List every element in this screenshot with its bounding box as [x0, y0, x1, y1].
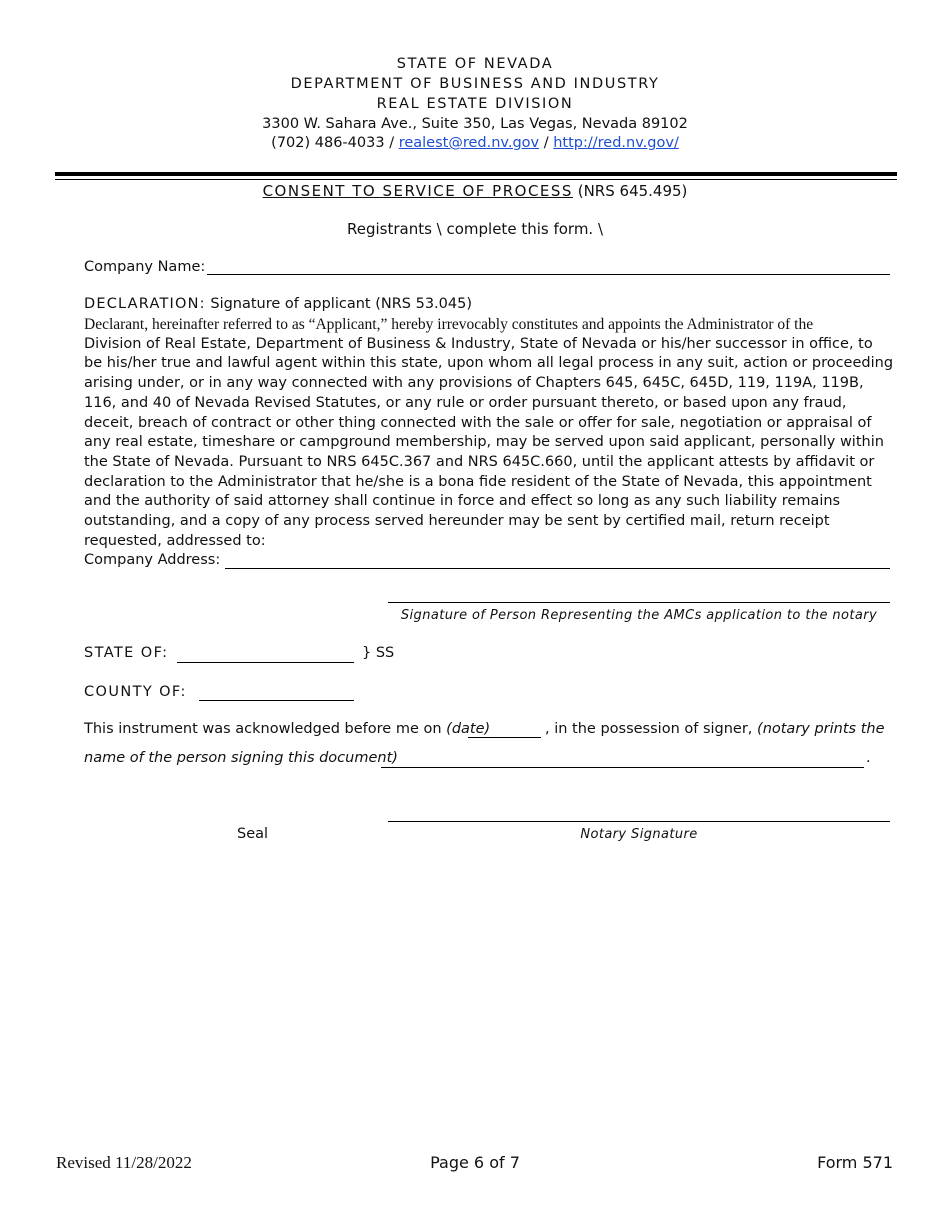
header-divider-thick [55, 172, 897, 176]
ack-text-cont: , in the possession of signer, [545, 721, 753, 737]
footer-page-number: Page 6 of 7 [430, 1153, 520, 1172]
signer-name-field[interactable] [381, 767, 864, 768]
declaration-lead: Declarant, hereinafter referred to as “Applicant,” hereby irrevocably constitutes and appoints the Administrator of the [84, 316, 814, 333]
signature-caption: Signature of Person Representing the AMCs application to the notary [400, 608, 878, 623]
state-field[interactable] [177, 662, 354, 663]
notary-signature-field[interactable] [388, 821, 890, 822]
contact-separator: / [543, 135, 549, 151]
seal-label: Seal [237, 826, 269, 842]
declaration-text [84, 315, 894, 551]
notary-signature-label: Notary Signature [580, 827, 698, 842]
date-hint: (date) [446, 721, 491, 737]
declaration-body: Division of Real Estate, Department of Business & Industry, State of Nevada or his/her successor in office, to be his/her true and lawful agent within this state, upon whom all legal process in any suit, action or proceeding arising under, or in any way connected with any provisions of Chapters 645, 645C, 645D, 119, 119A, 119B, 116, and 40 of Nevada Revised Statutes, or any rule or order pursuant thereto, or based upon any fraud, deceit, breach of contract or other thing connected with the sale or offer for sale, negotiation or appraisal of any real estate, timeshare or campground membership, may be served upon said applicant, personally within the State of Nevada. Pursuant to NRS 645C.367 and NRS 645C.660, until the applicant attests by affidavit or declaration to the Administrator that he/she is a bona fide resident of the State of Nevada, this appointment and the authority of said attorney shall continue in force and effect so long as any such liability remains outstanding, and a copy of any process served hereunder may be sent by certified mail, return receipt requested, addressed to: [84, 335, 894, 549]
declaration-heading [84, 296, 472, 312]
footer-form-number: Form 571 [817, 1153, 893, 1172]
declaration-heading-detail: Signature of applicant (NRS 53.045) [210, 296, 472, 312]
ss-label: } SS [362, 645, 395, 661]
state-label: STATE OF: [84, 645, 169, 661]
agency-state: STATE OF NEVADA [396, 56, 554, 72]
ack-period: . [866, 750, 871, 766]
footer-revised-date: Revised 11/28/2022 [56, 1153, 192, 1172]
contact-separator: / [389, 135, 395, 151]
company-name-field[interactable] [207, 274, 890, 275]
agency-email-link[interactable]: realest@red.nv.gov [398, 135, 540, 151]
header-divider-thin [55, 179, 897, 180]
form-instruction: Registrants \ complete this form. \ [346, 220, 604, 238]
form-title [0, 182, 950, 200]
agency-department: DEPARTMENT OF BUSINESS AND INDUSTRY [290, 76, 660, 92]
company-address-label: Company Address: [84, 552, 221, 568]
notary-print-hint-cont: name of the person signing this document) [84, 750, 398, 766]
notary-print-hint: (notary prints the [757, 721, 885, 737]
ack-text: This instrument was acknowledged before me on [84, 721, 442, 737]
county-label: COUNTY OF: [84, 684, 187, 700]
ack-date-field[interactable] [468, 737, 541, 738]
county-field[interactable] [199, 700, 354, 701]
agency-phone: (702) 486-4033 [271, 135, 385, 151]
company-address-field[interactable] [225, 568, 890, 569]
agency-website-link[interactable]: http://red.nv.gov/ [553, 135, 679, 151]
agency-division: REAL ESTATE DIVISION [376, 96, 574, 112]
applicant-signature-field[interactable] [388, 602, 890, 603]
agency-contact-line [0, 135, 950, 151]
form-title-statute: (NRS 645.495) [577, 182, 688, 200]
notary-ack-line1-cont [545, 721, 885, 737]
agency-address: 3300 W. Sahara Ave., Suite 350, Las Vegas, Nevada 89102 [262, 116, 688, 132]
form-title-main: CONSENT TO SERVICE OF PROCESS [262, 182, 573, 200]
declaration-heading-label: DECLARATION: [84, 296, 206, 312]
company-name-label: Company Name: [84, 259, 206, 275]
notary-ack-line1 [84, 721, 490, 737]
